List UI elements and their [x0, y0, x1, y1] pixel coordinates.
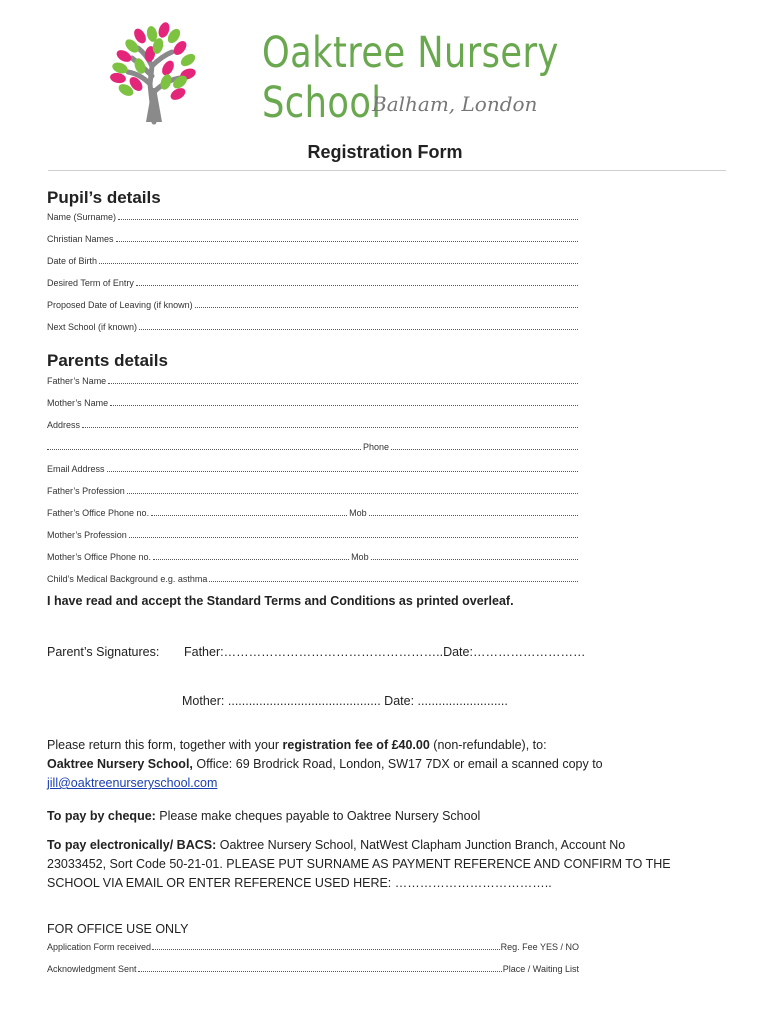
fill-line: [47, 449, 361, 450]
fill-line: [136, 285, 578, 286]
registration-fee: registration fee of £40.00: [282, 738, 430, 752]
field-label: Next School (if known): [47, 322, 138, 332]
return-text: (non-refundable), to:: [429, 738, 547, 752]
title-divider: [48, 170, 726, 171]
field-address-phone[interactable]: [47, 440, 579, 452]
field-label: Desired Term of Entry: [47, 278, 134, 288]
field-fathers-name[interactable]: [47, 374, 579, 386]
field-label: Child’s Medical Background e.g. asthma: [47, 574, 208, 584]
field-label: Address: [47, 420, 81, 430]
mother-date-line: ..........................: [417, 694, 508, 708]
father-signature-field[interactable]: [184, 645, 585, 659]
school-location: Balham, London: [372, 92, 538, 116]
field-surname[interactable]: [47, 210, 579, 222]
bacs-text: 23033452, Sort Code 50-21-01. PLEASE PUT SURNAME AS PAYMENT REFERENCE AND CONFIRM TO THE: [47, 857, 671, 871]
mother-label: Mother:: [182, 694, 225, 708]
fill-line: [99, 263, 578, 264]
field-label: Proposed Date of Leaving (if known): [47, 300, 193, 310]
field-application-received[interactable]: [47, 940, 579, 952]
fill-line: [82, 427, 578, 428]
field-label: Phone: [363, 442, 390, 452]
field-medical-background[interactable]: [47, 572, 579, 584]
field-desired-term[interactable]: [47, 276, 579, 288]
fill-line: [151, 515, 347, 516]
school-name-bold: Oaktree Nursery School,: [47, 757, 193, 771]
bacs-label: To pay electronically/ BACS:: [47, 838, 217, 852]
date-label: Date:: [443, 645, 473, 659]
fill-line: [116, 241, 578, 242]
fill-line: [118, 219, 578, 220]
email-link[interactable]: jill@oaktreenurseryschool.com: [47, 776, 218, 790]
field-email[interactable]: [47, 462, 579, 474]
form-title: Registration Form: [307, 142, 463, 162]
fill-line: [129, 537, 578, 538]
office-address: Office: 69 Brodrick Road, London, SW17 7DX or email a scanned copy to: [192, 757, 603, 771]
field-label: Mob: [351, 552, 369, 562]
field-date-of-birth[interactable]: [47, 254, 579, 266]
field-fathers-office-phone[interactable]: [47, 506, 579, 518]
field-label: Christian Names: [47, 234, 114, 244]
field-label: Father’s Name: [47, 376, 107, 386]
field-label: Email Address: [47, 464, 105, 474]
fill-line: [209, 581, 578, 582]
fill-line: [127, 493, 578, 494]
date-label: Date:: [384, 694, 415, 708]
fill-line: [107, 471, 578, 472]
fill-line: [152, 949, 500, 950]
fill-line: [369, 515, 578, 516]
fill-line: [108, 383, 578, 384]
field-date-of-leaving[interactable]: [47, 298, 579, 310]
field-next-school[interactable]: [47, 320, 579, 332]
field-label: Application Form received: [47, 942, 152, 952]
office-use-heading: FOR OFFICE USE ONLY: [47, 922, 189, 936]
field-mothers-office-phone[interactable]: [47, 550, 579, 562]
return-text: Please return this form, together with your: [47, 738, 283, 752]
field-mothers-profession[interactable]: [47, 528, 579, 540]
father-signature-line: ……………………………………………..: [223, 645, 444, 659]
terms-acceptance: I have read and accept the Standard Terms and Conditions as printed overleaf.: [47, 594, 514, 608]
field-label: Name (Surname): [47, 212, 117, 222]
field-label: Mother’s Profession: [47, 530, 127, 540]
father-label: Father:: [184, 645, 224, 659]
return-instructions: [47, 736, 727, 793]
field-label: Mother’s Office Phone no.: [47, 552, 152, 562]
fill-line: [153, 559, 349, 560]
field-mothers-name[interactable]: [47, 396, 579, 408]
parents-signatures-label: Parent’s Signatures:: [47, 645, 160, 659]
bacs-instructions: [47, 836, 727, 893]
field-label: Mother’s Name: [47, 398, 109, 408]
field-christian-names[interactable]: [47, 232, 579, 244]
fill-line: [110, 405, 578, 406]
tree-logo-icon: [110, 22, 200, 126]
fill-line: [371, 559, 578, 560]
field-label: Father’s Profession: [47, 486, 125, 496]
field-fathers-profession[interactable]: [47, 484, 579, 496]
field-label: Date of Birth: [47, 256, 98, 266]
fill-line: [391, 449, 578, 450]
mother-signature-field[interactable]: [182, 694, 508, 708]
field-acknowledgment-sent[interactable]: [47, 962, 579, 974]
field-address[interactable]: [47, 418, 579, 430]
mother-signature-line: ............................................: [227, 694, 381, 708]
field-label: Acknowledgment Sent: [47, 964, 137, 974]
fill-line: [195, 307, 578, 308]
bacs-text: Oaktree Nursery School, NatWest Clapham Junction Branch, Account No: [216, 838, 626, 852]
cheque-instructions: [47, 807, 727, 826]
cheque-label: To pay by cheque:: [47, 809, 156, 823]
field-label: Father’s Office Phone no.: [47, 508, 150, 518]
bacs-text: SCHOOL VIA EMAIL OR ENTER REFERENCE USED HERE: ………………………………..: [47, 876, 552, 890]
place-label: Place / Waiting List: [502, 964, 579, 974]
cheque-text: Please make cheques payable to Oaktree Nursery School: [155, 809, 481, 823]
pupil-details-heading: Pupil’s details: [47, 188, 161, 207]
school-name: Oaktree Nursery School: [262, 28, 559, 128]
fill-line: [139, 329, 578, 330]
parents-details-heading: Parents details: [47, 351, 168, 370]
fill-line: [138, 971, 502, 972]
reg-fee-label: Reg. Fee YES / NO: [500, 942, 579, 952]
field-label: Mob: [349, 508, 367, 518]
father-date-line: ………………………: [472, 645, 586, 659]
